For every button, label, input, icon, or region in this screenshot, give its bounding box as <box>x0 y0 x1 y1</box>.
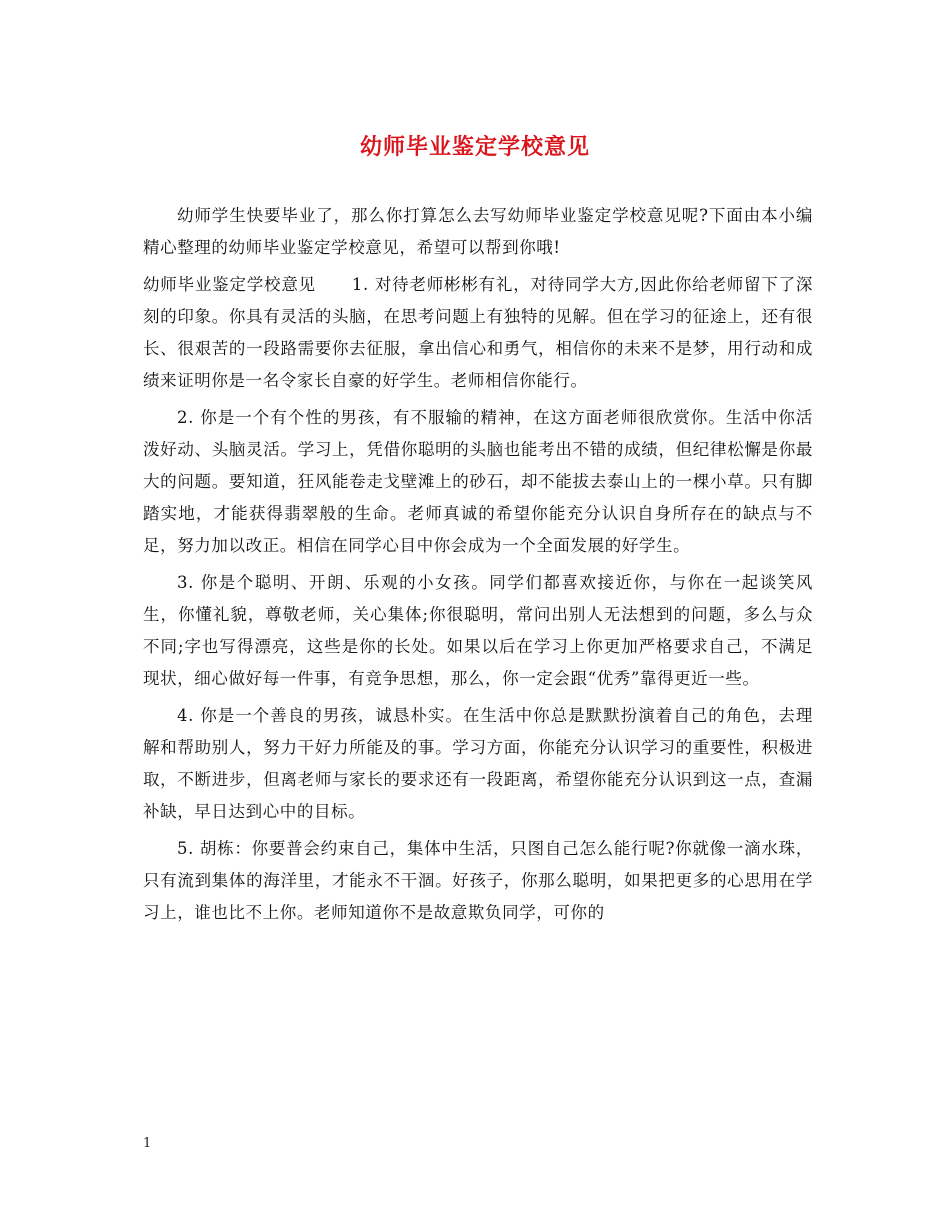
item-2-paragraph: 2. 你是一个有个性的男孩，有不服输的精神，在这方面老师很欣赏你。生活中你活泼好动、头脑灵活。学习上，凭借你聪明的头脑也能考出不错的成绩，但纪律松懈是你最大的问题。要知道，狂风能卷走戈壁滩上的砂石，却不能拔去泰山上的一棵小草。只有脚踏实地，才能获得翡翠般的生命。老师真诚的希望你能充分认识自身所存在的缺点与不足，努力加以改正。相信在同学心目中你会成为一个全面发展的好学生。 <box>143 408 813 555</box>
item-3-paragraph: 3. 你是个聪明、开朗、乐观的小女孩。同学们都喜欢接近你，与你在一起谈笑风生，你懂礼貌，尊敬老师，关心集体;你很聪明，常问出别人无法想到的问题，多么与众不同;字也写得漂亮，这些是你的长处。如果以后在学习上你更加严格要求自己，不满足现状，细心做好每一件事，有竞争思想，那么，你一定会跟“优秀”靠得更近一些。 <box>143 573 813 688</box>
item-4-paragraph: 4. 你是一个善良的男孩，诚恳朴实。在生活中你总是默默扮演着自己的角色，去理解和帮助别人，努力干好力所能及的事。学习方面，你能充分认识学习的重要性，积极进取，不断进步，但离老师与家长的要求还有一段距离，希望你能充分认识到这一点，查漏补缺，早日达到心中的目标。 <box>143 706 813 821</box>
document-body <box>143 200 813 934</box>
section-heading: 幼师毕业鉴定学校意见 <box>143 275 316 294</box>
page-title: 幼师毕业鉴定学校意见 <box>359 134 590 160</box>
intro-paragraph: 幼师学生快要毕业了，那么你打算怎么去写幼师毕业鉴定学校意见呢?下面由本小编精心整理的幼师毕业鉴定学校意见，希望可以帮到你哦! <box>143 206 813 257</box>
page-number: 1 <box>143 1136 152 1151</box>
item-1-text: 1. 对待老师彬彬有礼，对待同学大方,因此你给老师留下了深刻的印象。你具有灵活的头脑，在思考问题上有独特的见解。但在学习的征途上，还有很长、很艰苦的一段路需要你去征服，拿出信心和勇气，相信你的未来不是梦，用行动和成绩来证明你是一名令家长自豪的好学生。老师相信你能行。 <box>143 275 813 390</box>
item-1-paragraph <box>143 269 813 397</box>
item-5-paragraph: 5. 胡栋：你要普会约束自己，集体中生活，只图自己怎么能行呢?你就像一滴水珠，只有流到集体的海洋里，才能永不干涸。好孩子，你那么聪明，如果把更多的心思用在学习上，谁也比不上你。老师知道你不是故意欺负同学，可你的 <box>143 839 813 922</box>
